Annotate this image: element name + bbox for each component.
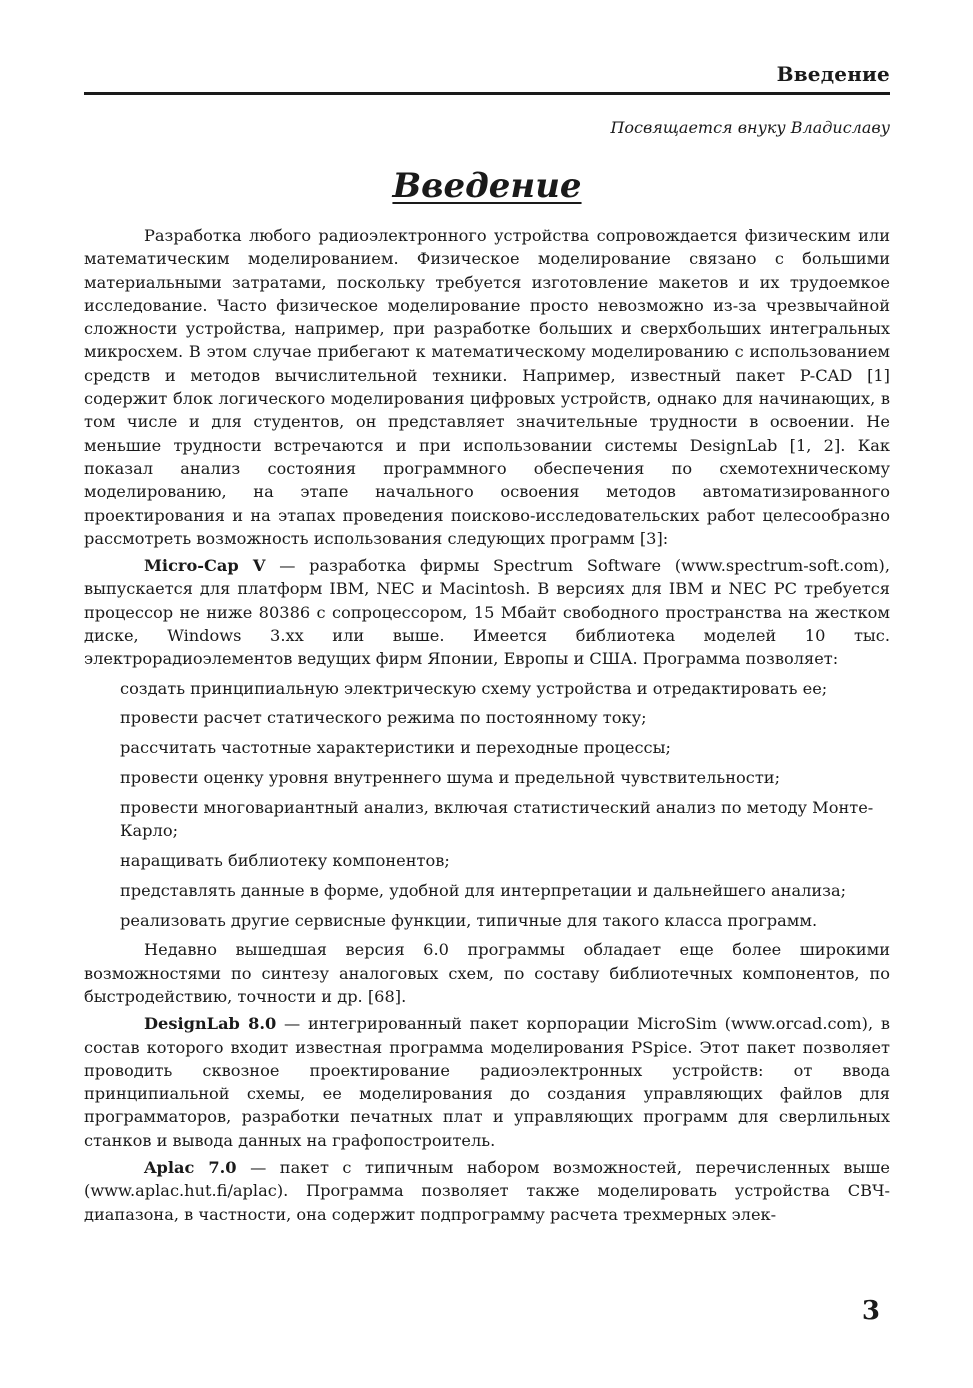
list-item: создать принципиальную электрическую схему устройства и отредактировать ее; [120, 678, 828, 698]
intro-paragraph: Разработка любого радиоэлектронного устройства сопровождается физическим или математическим моделированием. Физическое моделирование связано с большими материальными затратами, поскольку требуется изготовление макетов и их трудоемкое исследование. Часто физическое моделирование просто невозможно из-за чрезвычайной сложности устройства, например, при разработке больших и сверхбольших интегральных микросхем. В этом случае прибегают к математическому моделированию с использованием средств и методов вычислительной техники. Например, известный пакет P-CAD [1] содержит блок логического моделирования цифровых устройств, однако для начинающих, в том числе и для студентов, он представляет значительные трудности в освоении. Не меньшие трудности встречаются и при использовании системы DesignLab [1, 2]. Как показал анализ состояния программного обеспечения по схемотехническому моделированию, на этапе начального освоения методов автоматизированного проектирования и на этапах проведения поисково-исследовательских работ целесообразно рассмотреть возможность использования следующих программ [3]: [84, 226, 890, 548]
aplac-description: — пакет с типичным набором возможностей, перечисленных выше (www.aplac.hut.fi/aplac). Программа позволяет также моделировать устройства СВЧ-диапазона, в частности, она содержит подпрограмму расчета трехмерных элек- [84, 1157, 890, 1224]
chapter-title: Введение [392, 166, 582, 206]
body-text [84, 224, 890, 1226]
list-item: провести расчет статического режима по постоянному току; [120, 708, 647, 728]
feature-list [84, 677, 890, 932]
microcap-description: — разработка фирмы Spectrum Software (www.spectrum-soft.com), выпускается для платформ IBM, NEC и Macintosh. В версиях для IBM и NEC PC требуется процессор не ниже 80386 с сопроцессором, 15 Мбайт свободного пространства на жестком диске, Windows 3.xx или выше. Имеется библиотека моделей 10 тыс. электрорадиоэлементов ведущих фирм Японии, Европы и США. Программа позволяет: [84, 556, 890, 669]
list-item: наращивать библиотеку компонентов; [120, 850, 450, 870]
aplac-paragraph [84, 1156, 890, 1226]
header-rule [84, 92, 890, 95]
designlab-name: DesignLab 8.0 [144, 1014, 277, 1034]
version-paragraph: Недавно вышедшая версия 6.0 программы обладает еще более широкими возможностями по синтезу аналоговых схем, по составу библиотечных компонентов, по быстродействию, точности и др. [68]. [84, 940, 890, 1006]
designlab-description: — интегрированный пакет корпорации MicroSim (www.orcad.com), в состав которого входит известная программа моделирования PSpice. Этот пакет позволяет проводить сквозное проектирование радиоэлектронных устройств: от ввода принципиальной схемы, ее моделирования до создания управляющих файлов для программаторов, разработки печатных плат и управляющих программ для сверлильных станков и вывода данных на графопостроитель. [84, 1014, 890, 1150]
microcap-name: Micro-Cap V [144, 556, 266, 576]
designlab-paragraph [84, 1012, 890, 1152]
list-item: представлять данные в форме, удобной для интерпретации и дальнейшего анализа; [120, 880, 847, 900]
list-item: провести многовариантный анализ, включая статистический анализ по методу Монте-Карло; [120, 797, 874, 841]
page-number: 3 [861, 1296, 880, 1326]
microcap-paragraph [84, 554, 890, 670]
list-item: реализовать другие сервисные функции, типичные для такого класса программ. [120, 910, 818, 930]
dedication: Посвящается внуку Владиславу [610, 118, 890, 137]
list-item: провести оценку уровня внутреннего шума и предельной чувствительности; [120, 768, 781, 788]
running-header-title: Введение [776, 62, 890, 86]
list-item: рассчитать частотные характеристики и переходные процессы; [120, 738, 671, 758]
aplac-name: Aplac 7.0 [144, 1157, 237, 1177]
